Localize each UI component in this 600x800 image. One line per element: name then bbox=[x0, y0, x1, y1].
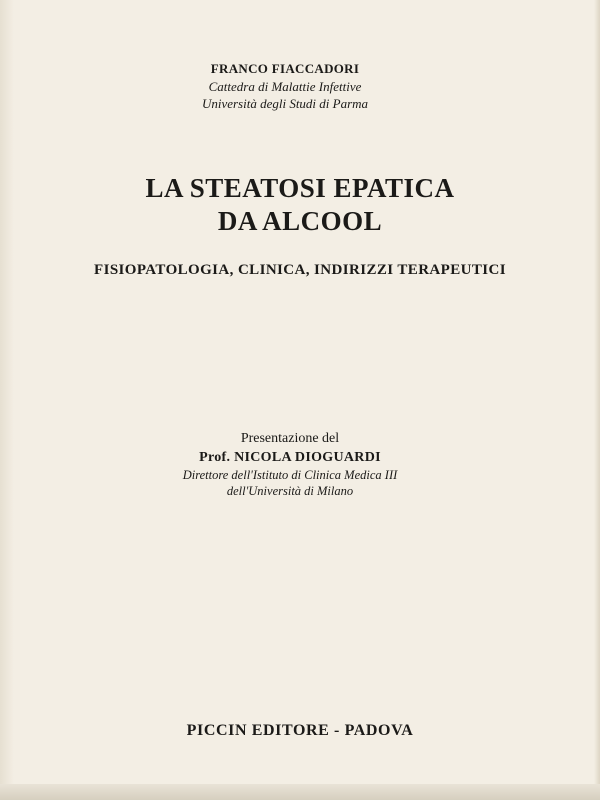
right-edge-shadow bbox=[594, 0, 600, 800]
publisher-imprint: PICCIN EDITORE - PADOVA bbox=[186, 722, 414, 739]
presenter-affiliation-line: Direttore dell'Istituto di Clinica Medica III bbox=[182, 468, 398, 482]
title-line: DA ALCOOL bbox=[217, 206, 383, 236]
title-line: LA STEATOSI EPATICA bbox=[145, 173, 455, 203]
presentation-label: Presentazione del bbox=[240, 431, 340, 446]
author-name: FRANCO FIACCADORI bbox=[210, 61, 360, 76]
book-title bbox=[60, 172, 540, 238]
author-block bbox=[170, 60, 400, 112]
book-subtitle: FISIOPATOLOGIA, CLINICA, INDIRIZZI TERAPEUTICI bbox=[94, 262, 506, 278]
presentation-block bbox=[140, 430, 440, 499]
presenter-affiliation-line: dell'Università di Milano bbox=[226, 484, 354, 498]
presenter-name: Prof. NICOLA DIOGUARDI bbox=[199, 450, 381, 465]
author-affiliation-line: Università degli Studi di Parma bbox=[201, 96, 369, 111]
page-bottom-edge bbox=[0, 784, 600, 800]
left-edge-shadow bbox=[0, 0, 14, 800]
author-affiliation-line: Cattedra di Malattie Infettive bbox=[208, 79, 362, 94]
